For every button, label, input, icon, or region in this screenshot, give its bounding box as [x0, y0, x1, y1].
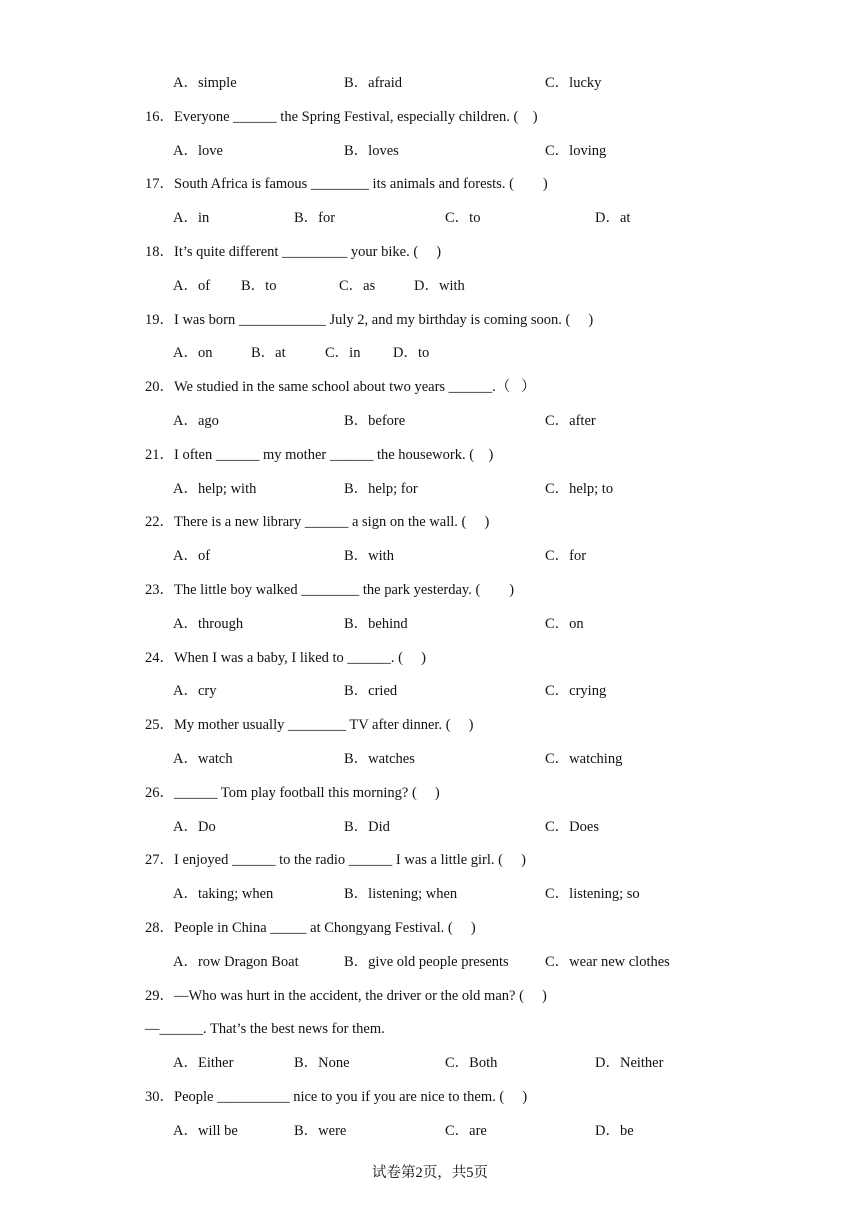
answer-option[interactable]: C．are [445, 1123, 487, 1139]
page-footer: 试卷第2页，共5页 [372, 1165, 488, 1181]
answer-option[interactable]: C．watching [545, 751, 623, 767]
answer-option[interactable]: B．Did [344, 819, 390, 835]
answer-option[interactable]: B．before [344, 413, 406, 429]
question-text: 23．The little boy walked ________ the park yesterday. ( ) [145, 582, 515, 598]
answer-option[interactable]: D．be [595, 1123, 634, 1139]
answer-option[interactable]: C．Both [445, 1055, 498, 1071]
answer-option[interactable]: B．give old people presents [344, 954, 509, 970]
answer-option[interactable]: B．cried [344, 683, 398, 699]
answer-option[interactable]: B．for [294, 210, 336, 226]
answer-option[interactable]: A．will be [173, 1123, 238, 1139]
answer-option[interactable]: A．row Dragon Boat [173, 954, 299, 970]
answer-option[interactable]: A．love [173, 143, 223, 159]
answer-option[interactable]: C．to [445, 210, 481, 226]
answer-option[interactable]: C．as [339, 278, 376, 294]
question-text: 19．I was born ____________ July 2, and my birthday is coming soon. ( ) [145, 312, 594, 328]
answer-option[interactable]: C．after [545, 413, 596, 429]
answer-option[interactable]: B．loves [344, 143, 399, 159]
answer-option[interactable]: C．wear new clothes [545, 954, 670, 970]
answer-option[interactable]: A．help; with [173, 481, 257, 497]
answer-option[interactable]: D．at [595, 210, 631, 226]
question-text: 25．My mother usually ________ TV after dinner. ( ) [145, 717, 474, 733]
answer-option[interactable]: A．cry [173, 683, 217, 699]
answer-option[interactable]: B．to [241, 278, 277, 294]
answer-option[interactable]: A．simple [173, 75, 237, 91]
answer-option[interactable]: B．afraid [344, 75, 402, 91]
answer-option[interactable]: A．of [173, 278, 211, 294]
answer-option[interactable]: B．behind [344, 616, 408, 632]
answer-option[interactable]: B．help; for [344, 481, 418, 497]
dialogue-line: —______. That’s the best news for them. [145, 1021, 385, 1037]
answer-option[interactable]: C．Does [545, 819, 599, 835]
answer-option[interactable]: B．listening; when [344, 886, 458, 902]
question-text: 22．There is a new library ______ a sign on the wall. ( ) [145, 514, 490, 530]
answer-option[interactable]: A．taking; when [173, 886, 274, 902]
answer-option[interactable]: A．of [173, 548, 211, 564]
answer-option[interactable]: B．watches [344, 751, 415, 767]
question-text: 29．—Who was hurt in the accident, the driver or the old man? ( ) [145, 988, 547, 1004]
answer-option[interactable]: A．through [173, 616, 244, 632]
answer-option[interactable]: A．ago [173, 413, 219, 429]
answer-option[interactable]: C．listening; so [545, 886, 640, 902]
question-text: 30．People __________ nice to you if you are nice to them. ( ) [145, 1089, 528, 1105]
question-text: 27．I enjoyed ______ to the radio ______ I was a little girl. ( ) [145, 852, 526, 868]
question-text: 24．When I was a baby, I liked to ______. ( ) [145, 650, 426, 666]
answer-option[interactable]: B．at [251, 345, 286, 361]
answer-option[interactable]: D．Neither [595, 1055, 664, 1071]
question-text: 18．It’s quite different _________ your bike. ( ) [145, 244, 442, 260]
answer-option[interactable]: C．crying [545, 683, 607, 699]
answer-option[interactable]: A．on [173, 345, 213, 361]
answer-option[interactable]: B．with [344, 548, 394, 564]
answer-option[interactable]: B．were [294, 1123, 347, 1139]
answer-option[interactable]: C．help; to [545, 481, 614, 497]
question-text: 26．______ Tom play football this morning? ( ) [145, 785, 440, 801]
question-text: 20．We studied in the same school about two years ______.（ ） [145, 379, 536, 395]
answer-option[interactable]: A．watch [173, 751, 233, 767]
answer-option[interactable]: D．with [414, 278, 465, 294]
question-text: 16．Everyone ______ the Spring Festival, especially children. ( ) [145, 109, 538, 125]
question-text: 28．People in China _____ at Chongyang Festival. ( ) [145, 920, 476, 936]
answer-option[interactable]: C．in [325, 345, 361, 361]
answer-option[interactable]: B．None [294, 1055, 350, 1071]
answer-option[interactable]: C．for [545, 548, 587, 564]
question-text: 21．I often ______ my mother ______ the housework. ( ) [145, 447, 494, 463]
answer-option[interactable]: A．Do [173, 819, 216, 835]
answer-option[interactable]: C．loving [545, 143, 607, 159]
question-text: 17．South Africa is famous ________ its animals and forests. ( ) [145, 176, 548, 192]
answer-option[interactable]: C．lucky [545, 75, 602, 91]
answer-option[interactable]: A．Either [173, 1055, 234, 1071]
answer-option[interactable]: C．on [545, 616, 584, 632]
answer-option[interactable]: D．to [393, 345, 430, 361]
answer-option[interactable]: A．in [173, 210, 210, 226]
